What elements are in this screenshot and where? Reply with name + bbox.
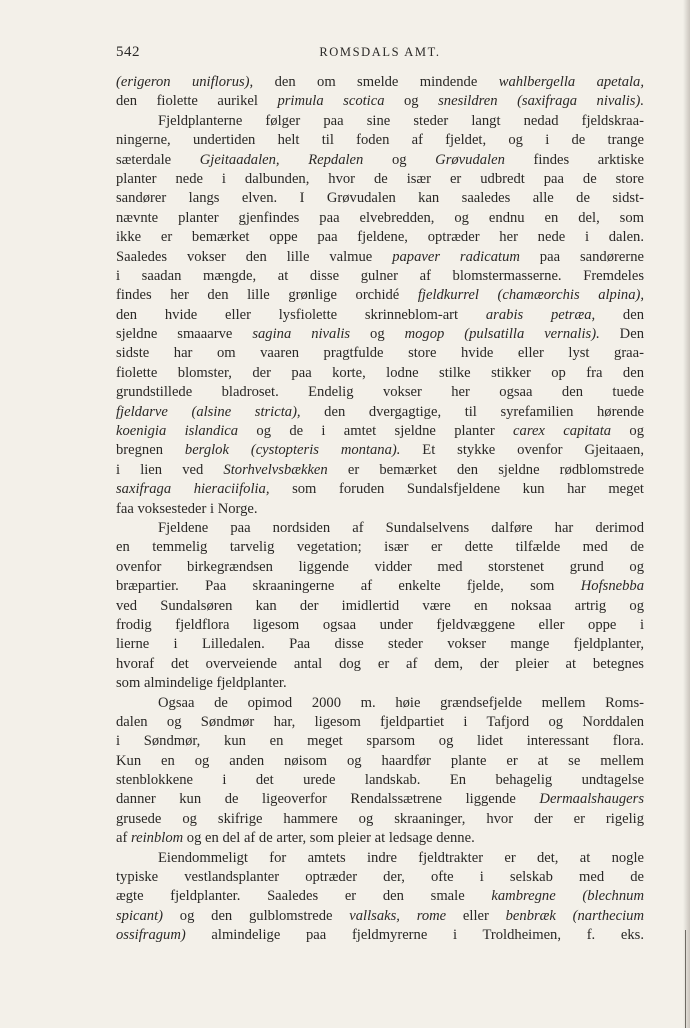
text-line xyxy=(116,325,644,344)
text-line xyxy=(116,461,644,480)
text-line xyxy=(116,112,644,131)
text-run: og xyxy=(350,326,405,343)
text-run: planter nede i dalbunden, hvor de især er udbredt paa de store xyxy=(116,170,644,187)
italic-term: kambregne (blechnum xyxy=(491,888,644,905)
text-line xyxy=(116,286,644,305)
page-edge-shadow xyxy=(683,0,690,1028)
text-run: ikke er bemærket oppe paa fjeldene, optræder her nede i dalen. xyxy=(116,229,644,246)
text-run: Den xyxy=(599,326,644,343)
text-line xyxy=(116,655,644,674)
text-run: eller xyxy=(446,907,506,924)
text-line xyxy=(116,597,644,616)
text-run: frodig fjeldflora ligesom ogsaa under fjeldvæggene eller oppe i xyxy=(116,616,644,633)
text-run: og xyxy=(384,93,439,110)
text-run: Saaledes vokser den lille valmue xyxy=(116,248,393,265)
text-line xyxy=(116,577,644,596)
text-line xyxy=(116,344,644,363)
running-head: ROMSDALS AMT. xyxy=(319,45,441,59)
text-line xyxy=(116,480,644,499)
text-line xyxy=(116,907,644,926)
text-line xyxy=(116,267,644,286)
text-line xyxy=(116,713,644,732)
text-run: som almindelige fjeldplanter. xyxy=(116,675,287,692)
text-line xyxy=(116,790,644,809)
text-line xyxy=(116,306,644,325)
text-line xyxy=(116,694,644,713)
text-run: Kun en og anden nøisom og haardfør plante er at se mellem xyxy=(116,752,644,769)
text-run: nævnte planter gjenfindes paa elvebredden, og endnu en del, som xyxy=(116,209,644,226)
text-line xyxy=(116,209,644,228)
text-line xyxy=(116,926,644,945)
text-run: den fiolette aurikel xyxy=(116,93,278,110)
italic-term: reinblom xyxy=(131,830,184,847)
text-line xyxy=(116,383,644,402)
text-line xyxy=(116,616,644,635)
text-run: bregnen xyxy=(116,442,185,459)
italic-term: mogop (pulsatilla vernalis). xyxy=(404,326,600,343)
text-run: typiske vestlandsplanter optræder der, ofte i selskab med de xyxy=(116,869,644,886)
text-line xyxy=(116,558,644,577)
text-run: findes arktiske xyxy=(504,151,644,168)
italic-term: berglok (cystopteris montana). xyxy=(184,442,401,459)
page-number: 542 xyxy=(116,44,140,60)
italic-term: fjeldkurrel (chamæorchis alpina), xyxy=(417,287,644,304)
text-run: faa voksesteder i Norge. xyxy=(116,500,258,517)
text-line xyxy=(116,752,644,771)
text-run: i Søndmør, kun en meget sparsom og lidet interessant flora. xyxy=(116,733,644,750)
text-line xyxy=(116,131,644,150)
text-run: Ogsaa de opimod 2000 m. høie grændsefjelde mellem Roms- xyxy=(158,694,644,711)
page-header xyxy=(116,44,644,64)
italic-term: ossifragum) xyxy=(116,927,186,944)
italic-term: carex capitata xyxy=(513,423,612,440)
italic-term: spicant) xyxy=(116,907,164,924)
text-line xyxy=(116,364,644,383)
text-line xyxy=(116,635,644,654)
text-run: ovenfor birkegrændsen liggende vidder med storstenet grund og xyxy=(116,558,644,575)
text-line xyxy=(116,228,644,247)
text-run: er bemærket den sjeldne rødblomstrede xyxy=(327,461,644,478)
text-run: Fjeldene paa nordsiden af Sundalselvens dalføre har derimod xyxy=(158,519,644,536)
text-run: paa sandørerne xyxy=(519,248,644,265)
italic-term: primula scotica xyxy=(277,93,385,110)
text-run: Fjeldplanterne følger paa sine steder langt nedad fjeldskraa- xyxy=(158,112,644,129)
text-run: Eiendommeligt for amtets indre fjeldtrakter er det, at nogle xyxy=(158,849,644,866)
text-run: og xyxy=(363,151,436,168)
italic-term: (erigeron uniflorus), xyxy=(116,74,254,90)
italic-term: sagina nivalis xyxy=(252,326,351,343)
text-run: som foruden Sundalsfjeldene kun har meget xyxy=(269,481,644,498)
text-run: en temmelig tarvelig vegetation; især er dette tilfælde med de xyxy=(116,539,644,556)
italic-term: Storhvelvsbækken xyxy=(223,461,328,478)
italic-term: benbræk (narthecium xyxy=(505,907,644,924)
text-run: fiolette blomster, der paa korte, lodne stilke stikker op fra den xyxy=(116,364,644,381)
text-run: den om smelde mindende xyxy=(253,74,499,90)
italic-term: Hofsnebba xyxy=(580,578,644,595)
text-run: dalen og Søndmør har, ligesom fjeldpartiet i Tafjord og Norddalen xyxy=(116,713,644,730)
italic-term: snesildren (saxifraga nivalis). xyxy=(438,93,644,110)
text-run: og de i amtet sjeldne planter xyxy=(238,423,514,440)
text-run: sæterdale xyxy=(116,151,200,168)
text-run: Et stykke ovenfor Gjeitaaen, xyxy=(400,442,644,459)
text-line xyxy=(116,868,644,887)
text-line xyxy=(116,441,644,460)
text-line xyxy=(116,403,644,422)
text-run: og den gulblomstrede xyxy=(163,907,350,924)
text-line xyxy=(116,538,644,557)
text-run: sjeldne smaaarve xyxy=(116,326,253,343)
text-run: sandører langs elven. I Grøvudalen kan saaledes alle de sidst- xyxy=(116,190,644,207)
text-run: hvoraf det overveiende antal dog er af dem, der pleier at betegnes xyxy=(116,655,644,672)
text-line xyxy=(116,810,644,829)
text-line xyxy=(116,248,644,267)
text-run: stenblokkene i det urede landskab. En behagelig undtagelse xyxy=(116,772,644,789)
text-line xyxy=(116,829,644,848)
text-run: ningerne, undertiden helt til foden af fjeldet, og i de trange xyxy=(116,132,644,149)
text-run: og en del af de arter, som pleier at ledsage denne. xyxy=(183,830,475,847)
text-run: sidste har om vaaren pragtfulde store hvide eller lyst graa- xyxy=(116,345,644,362)
italic-term: arabis petræa, xyxy=(485,306,596,323)
text-line xyxy=(116,422,644,441)
italic-term: papaver radicatum xyxy=(392,248,520,265)
italic-term: saxifraga hieraciifolia, xyxy=(116,481,270,498)
text-run: findes her den lille grønlige orchidé xyxy=(116,287,418,304)
body-text xyxy=(116,73,644,946)
text-run: i lien ved xyxy=(116,461,224,478)
italic-term: fjeldarve (alsine stricta), xyxy=(116,403,301,420)
text-run: den dvergagtige, til syrefamilien hørende xyxy=(300,403,644,420)
text-run: ægte fjeldplanter. Saaledes er den smale xyxy=(116,888,492,905)
text-run: i saadan mængde, at disse gulner af blomstermasserne. Fremdeles xyxy=(116,267,644,284)
text-line xyxy=(116,151,644,170)
page-edge-line xyxy=(685,930,686,1028)
text-line xyxy=(116,674,644,693)
text-run: almindelige paa fjeldmyrerne i Troldheimen, f. eks. xyxy=(185,927,644,944)
italic-term: vallsaks, rome xyxy=(349,907,447,924)
text-run: grusede og skifrige hammere og skraaninger, hvor der er rigelig xyxy=(116,810,644,827)
text-run: bræpartier. Paa skraaningerne af enkelte fjelde, som xyxy=(116,578,581,595)
text-run: danner kun de ligeoverfor Rendalssætrene liggende xyxy=(116,791,540,808)
italic-term: Gjeitaadalen, Repdalen xyxy=(199,151,364,168)
italic-term: Grøvudalen xyxy=(435,151,505,168)
text-line xyxy=(116,170,644,189)
text-line xyxy=(116,92,644,111)
text-line xyxy=(116,500,644,519)
text-run: grundstillede bladroset. Endelig vokser her ogsaa den tuede xyxy=(116,384,644,401)
text-line xyxy=(116,887,644,906)
text-line xyxy=(116,732,644,751)
text-run: den hvide eller lysfiolette skrinneblom-art xyxy=(116,306,486,323)
text-line xyxy=(116,73,644,92)
text-run: lierne i Lilledalen. Paa disse steder vokser mange fjeldplanter, xyxy=(116,636,644,653)
text-run: den xyxy=(595,306,644,323)
text-run: og xyxy=(611,423,644,440)
text-run: ved Sundalsøren kan der imidlertid være en noksaa artrig og xyxy=(116,597,644,614)
text-line xyxy=(116,849,644,868)
text-run: af xyxy=(116,830,131,847)
text-line xyxy=(116,189,644,208)
text-line xyxy=(116,771,644,790)
italic-term: Dermaalshaugers xyxy=(539,791,644,808)
italic-term: wahlbergella apetala, xyxy=(498,74,644,90)
text-line xyxy=(116,519,644,538)
italic-term: koenigia islandica xyxy=(116,423,239,440)
